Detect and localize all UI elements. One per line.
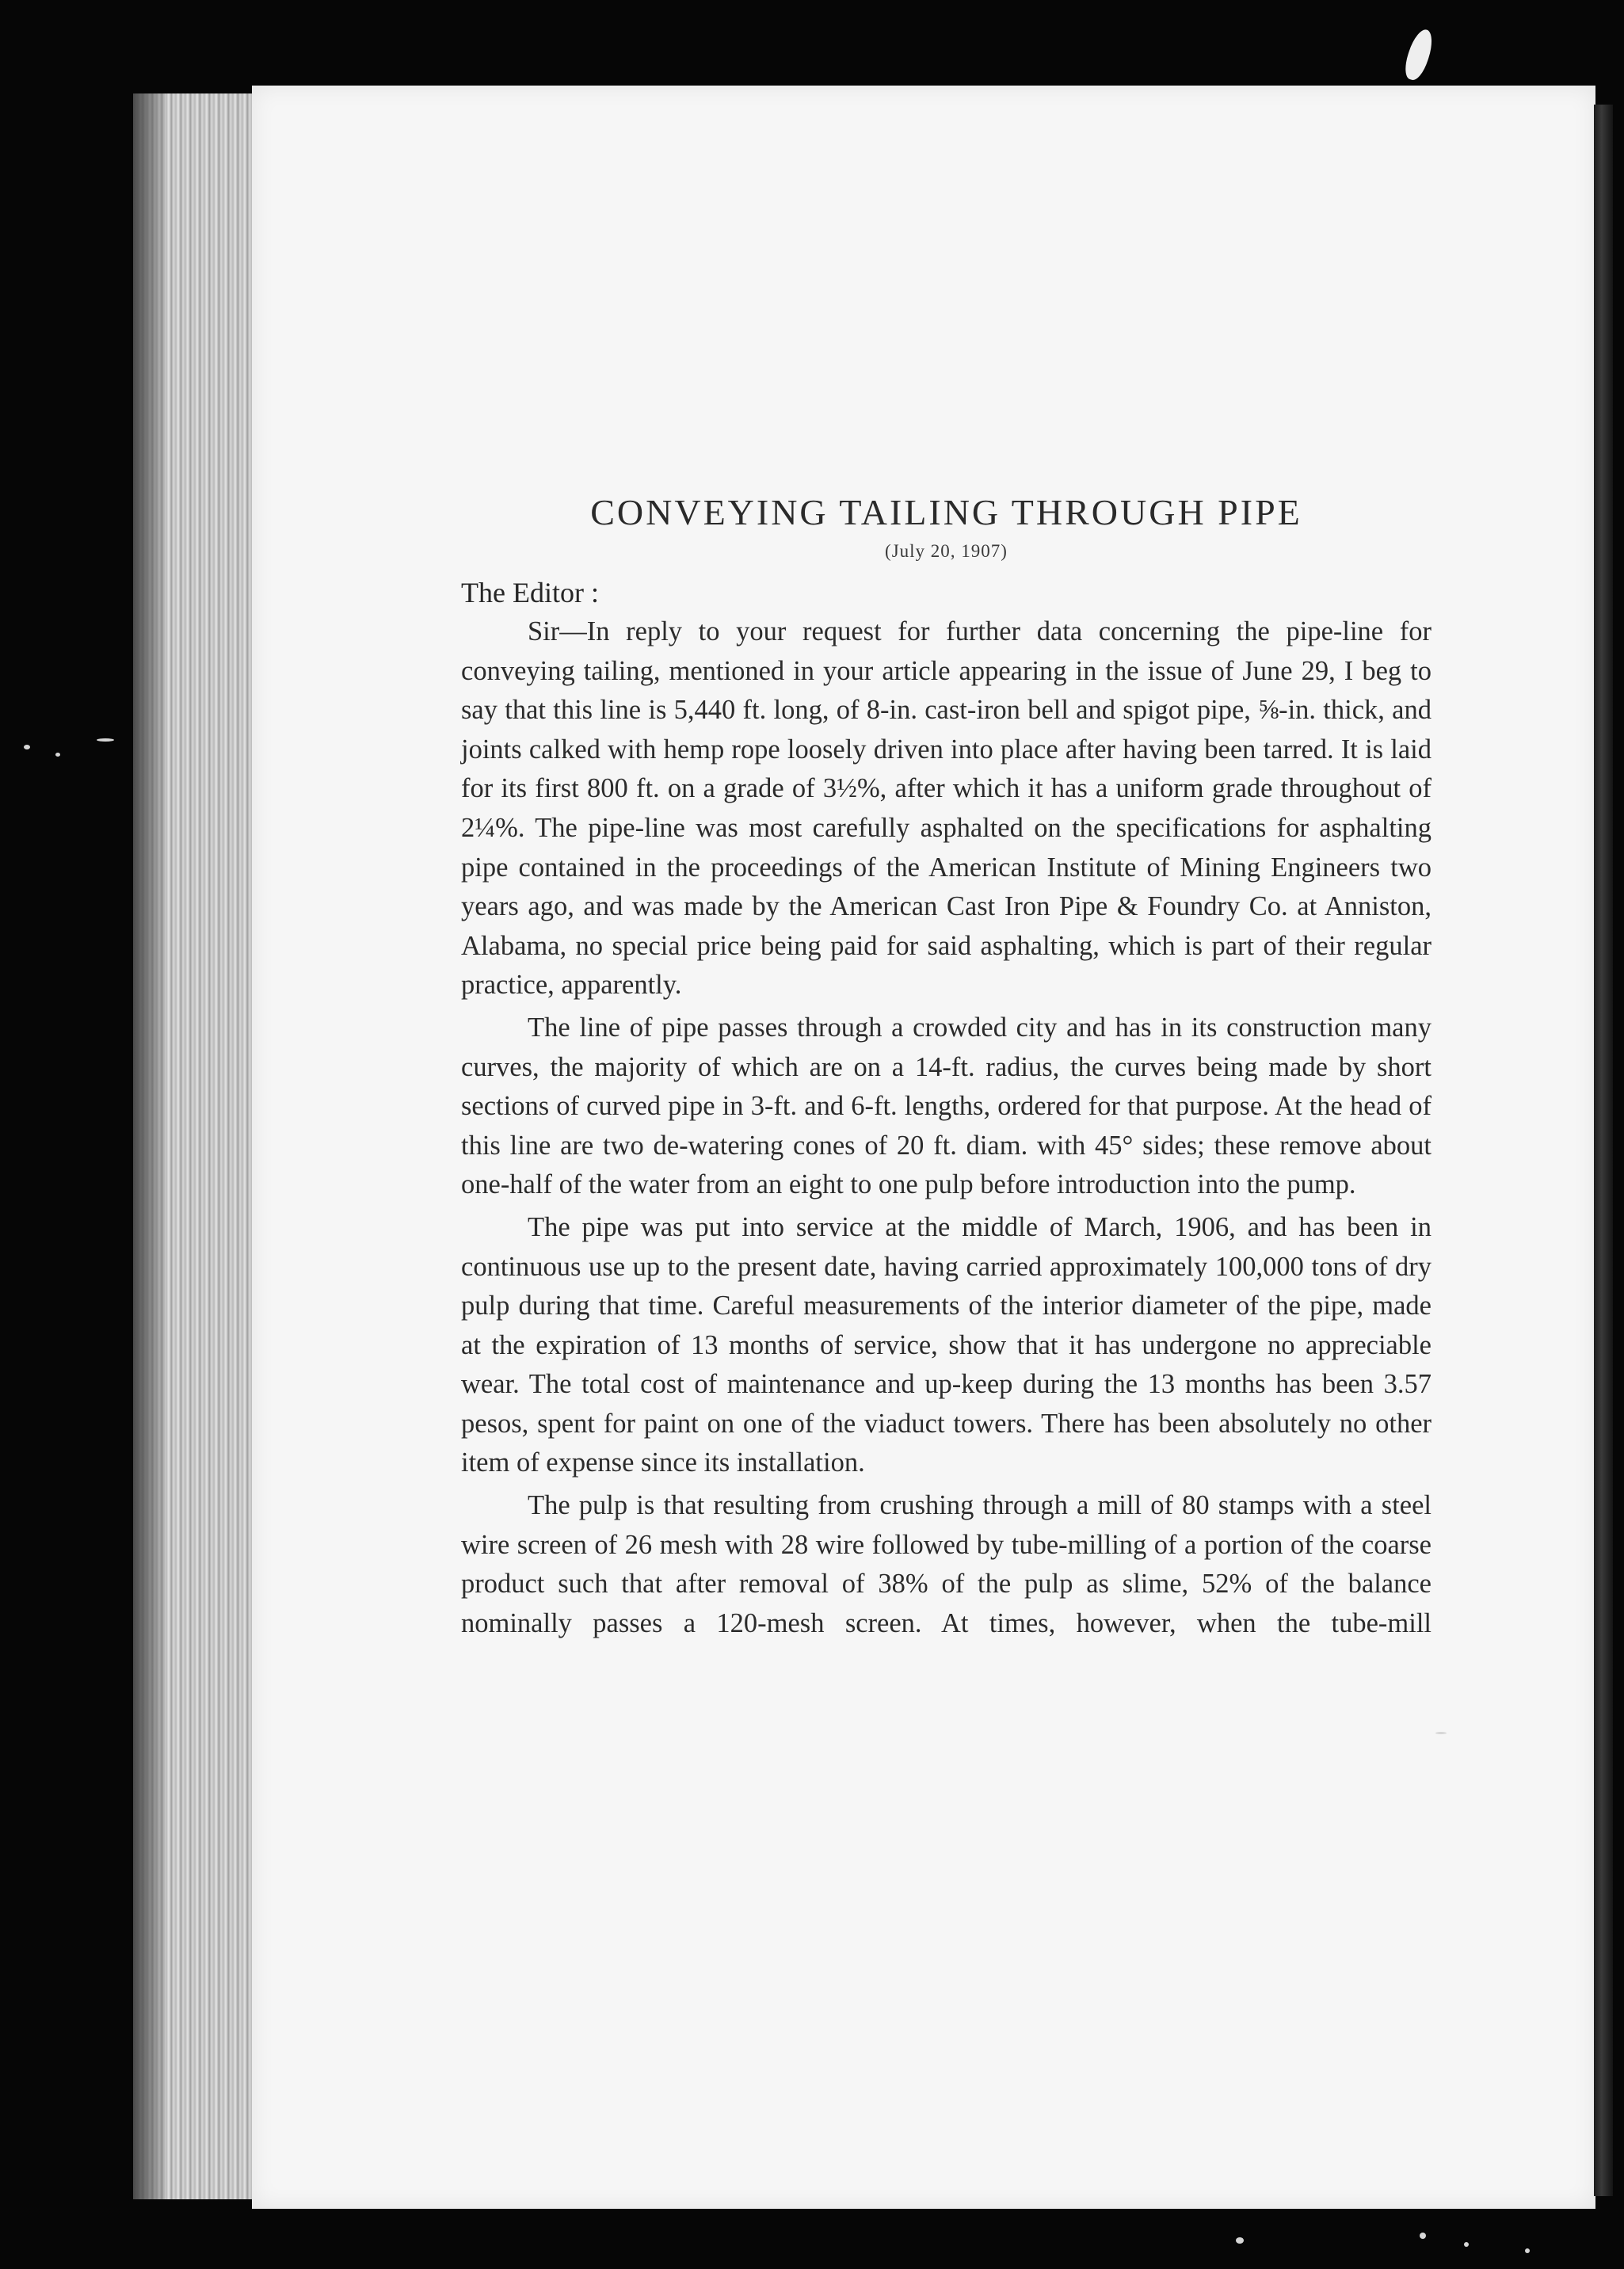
dust-speck (97, 738, 114, 742)
paragraph: The pipe was put into service at the middle of March, 1906, and has been in continuous use up to the present date, having carried approximately 100,000 tons of dry pulp during that time. Careful measurements of the interior diameter of the pipe, made at the expiration of 13 months of service, show that it has undergone no appreciable wear. The total cost of maintenance and up-keep during the 13 months has been 3.57 pesos, spent for paint on one of the viaduct towers. There has been absolutely no other item of expense since its installation. (461, 1211, 1431, 1478)
paragraph: The line of pipe passes through a crowded city and has in its construction many curves, the majority of which are on a 14-ft. radius, the curves being made by short sections of curved pipe in 3-ft. and 6-ft. lengths, ordered for that purpose. At the head of this line are two de-watering cones of 20 ft. diam. with 45° sides; these remove about one-half of the water from an eight to one pulp before introduction into the pump. (461, 1012, 1431, 1200)
dust-speck (55, 753, 60, 757)
paragraph: The pulp is that resulting from crushing through a mill of 80 stamps with a steel wire screen of 26 mesh with 28 wire followed by tube-milling of a portion of the coarse product such that after removal of 38% of the pulp as slime, 52% of the balance nominally passes a 120-mesh screen. At times, however, when the tube-mill (461, 1490, 1431, 1638)
dust-speck (1525, 2248, 1530, 2253)
paragraph: Sir—In reply to your request for further data concerning the pipe-line for conveying tailing, mentioned in your article appearing in the issue of June 29, I beg to say that this line is 5,440 ft. long, of 8-in. cast-iron bell and spigot pipe, ⅝-in. thick, and joints calked with hemp rope loosely driven into place after having been tarred. It is laid for its first 800 ft. on a grade of 3½%, after which it has a uniform grade throughout of 2¼%. The pipe-line was most carefully asphalted on the specifications for asphalting pipe contained in the proceedings of the American Institute of Mining Engineers two years ago, and was made by the American Cast Iron Pipe & Foundry Co. at Anniston, Alabama, no special price being paid for said asphalting, which is part of their regular practice, apparently. (461, 616, 1431, 1001)
article-title: CONVEYING TAILING THROUGH PIPE (590, 492, 1302, 532)
book-page-edges (133, 93, 261, 2199)
dust-speck (24, 745, 30, 749)
salutation: The Editor : (461, 577, 599, 608)
paper-notch-mark (1401, 27, 1436, 83)
book-right-edge (1594, 105, 1613, 2196)
dust-speck (1435, 1732, 1447, 1734)
dust-speck (1420, 2233, 1426, 2239)
dust-speck (1464, 2242, 1469, 2247)
dust-speck (1236, 2237, 1244, 2244)
article-date: (July 20, 1907) (885, 541, 1008, 561)
article (461, 491, 1431, 1643)
